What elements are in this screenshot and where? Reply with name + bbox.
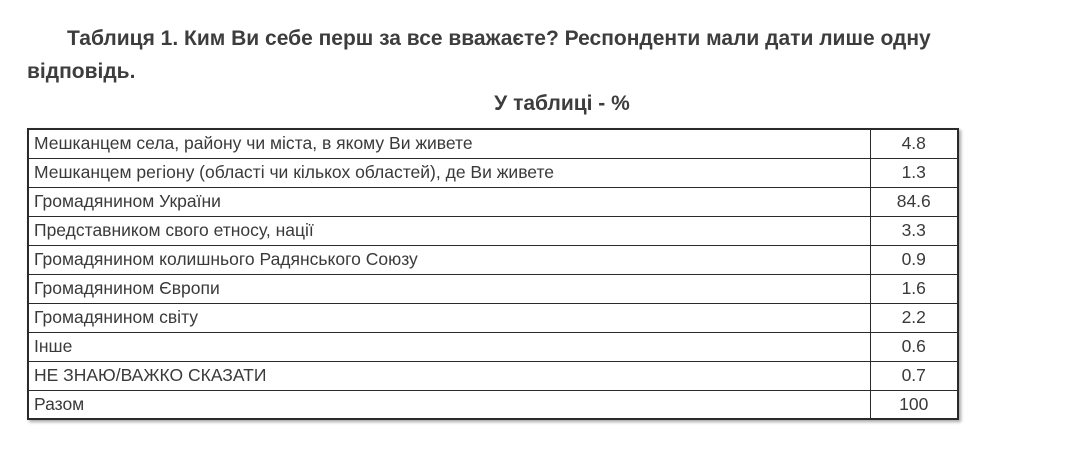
- row-value: 0.6: [870, 332, 958, 361]
- table-row: [28, 129, 958, 158]
- table-row: [28, 361, 958, 390]
- row-value: 3.3: [870, 216, 958, 245]
- table-row: [28, 187, 958, 216]
- row-value: 2.2: [870, 303, 958, 332]
- table-row: [28, 274, 958, 303]
- row-value: 0.7: [870, 361, 958, 390]
- row-value: 100: [870, 390, 958, 419]
- survey-table: [27, 128, 959, 420]
- row-value: 1.6: [870, 274, 958, 303]
- table-row: [28, 303, 958, 332]
- table-title: Таблиця 1. Ким Ви себе перш за все вважаєте? Респонденти мали дати лише одну відповідь.: [27, 27, 931, 83]
- row-label: Інше: [28, 332, 870, 361]
- table-row: [28, 245, 958, 274]
- unit-caption: У таблиці - %: [494, 92, 630, 115]
- row-label: Громадянином України: [28, 187, 870, 216]
- row-label: Громадянином колишнього Радянського Союзу: [28, 245, 870, 274]
- row-value: 0.9: [870, 245, 958, 274]
- row-label: Мешканцем регіону (області чи кількох областей), де Ви живете: [28, 158, 870, 187]
- table-row: [28, 216, 958, 245]
- row-value: 84.6: [870, 187, 958, 216]
- row-label: Громадянином світу: [28, 303, 870, 332]
- row-label: НЕ ЗНАЮ/ВАЖКО СКАЗАТИ: [28, 361, 870, 390]
- row-value: 4.8: [870, 129, 958, 158]
- row-label: Мешканцем села, району чи міста, в якому Ви живете: [28, 129, 870, 158]
- table-row-total: [28, 390, 958, 419]
- table-row: [28, 332, 958, 361]
- row-label: Громадянином Європи: [28, 274, 870, 303]
- row-label: Разом: [28, 390, 870, 419]
- row-label: Представником свого етносу, нації: [28, 216, 870, 245]
- row-value: 1.3: [870, 158, 958, 187]
- table-row: [28, 158, 958, 187]
